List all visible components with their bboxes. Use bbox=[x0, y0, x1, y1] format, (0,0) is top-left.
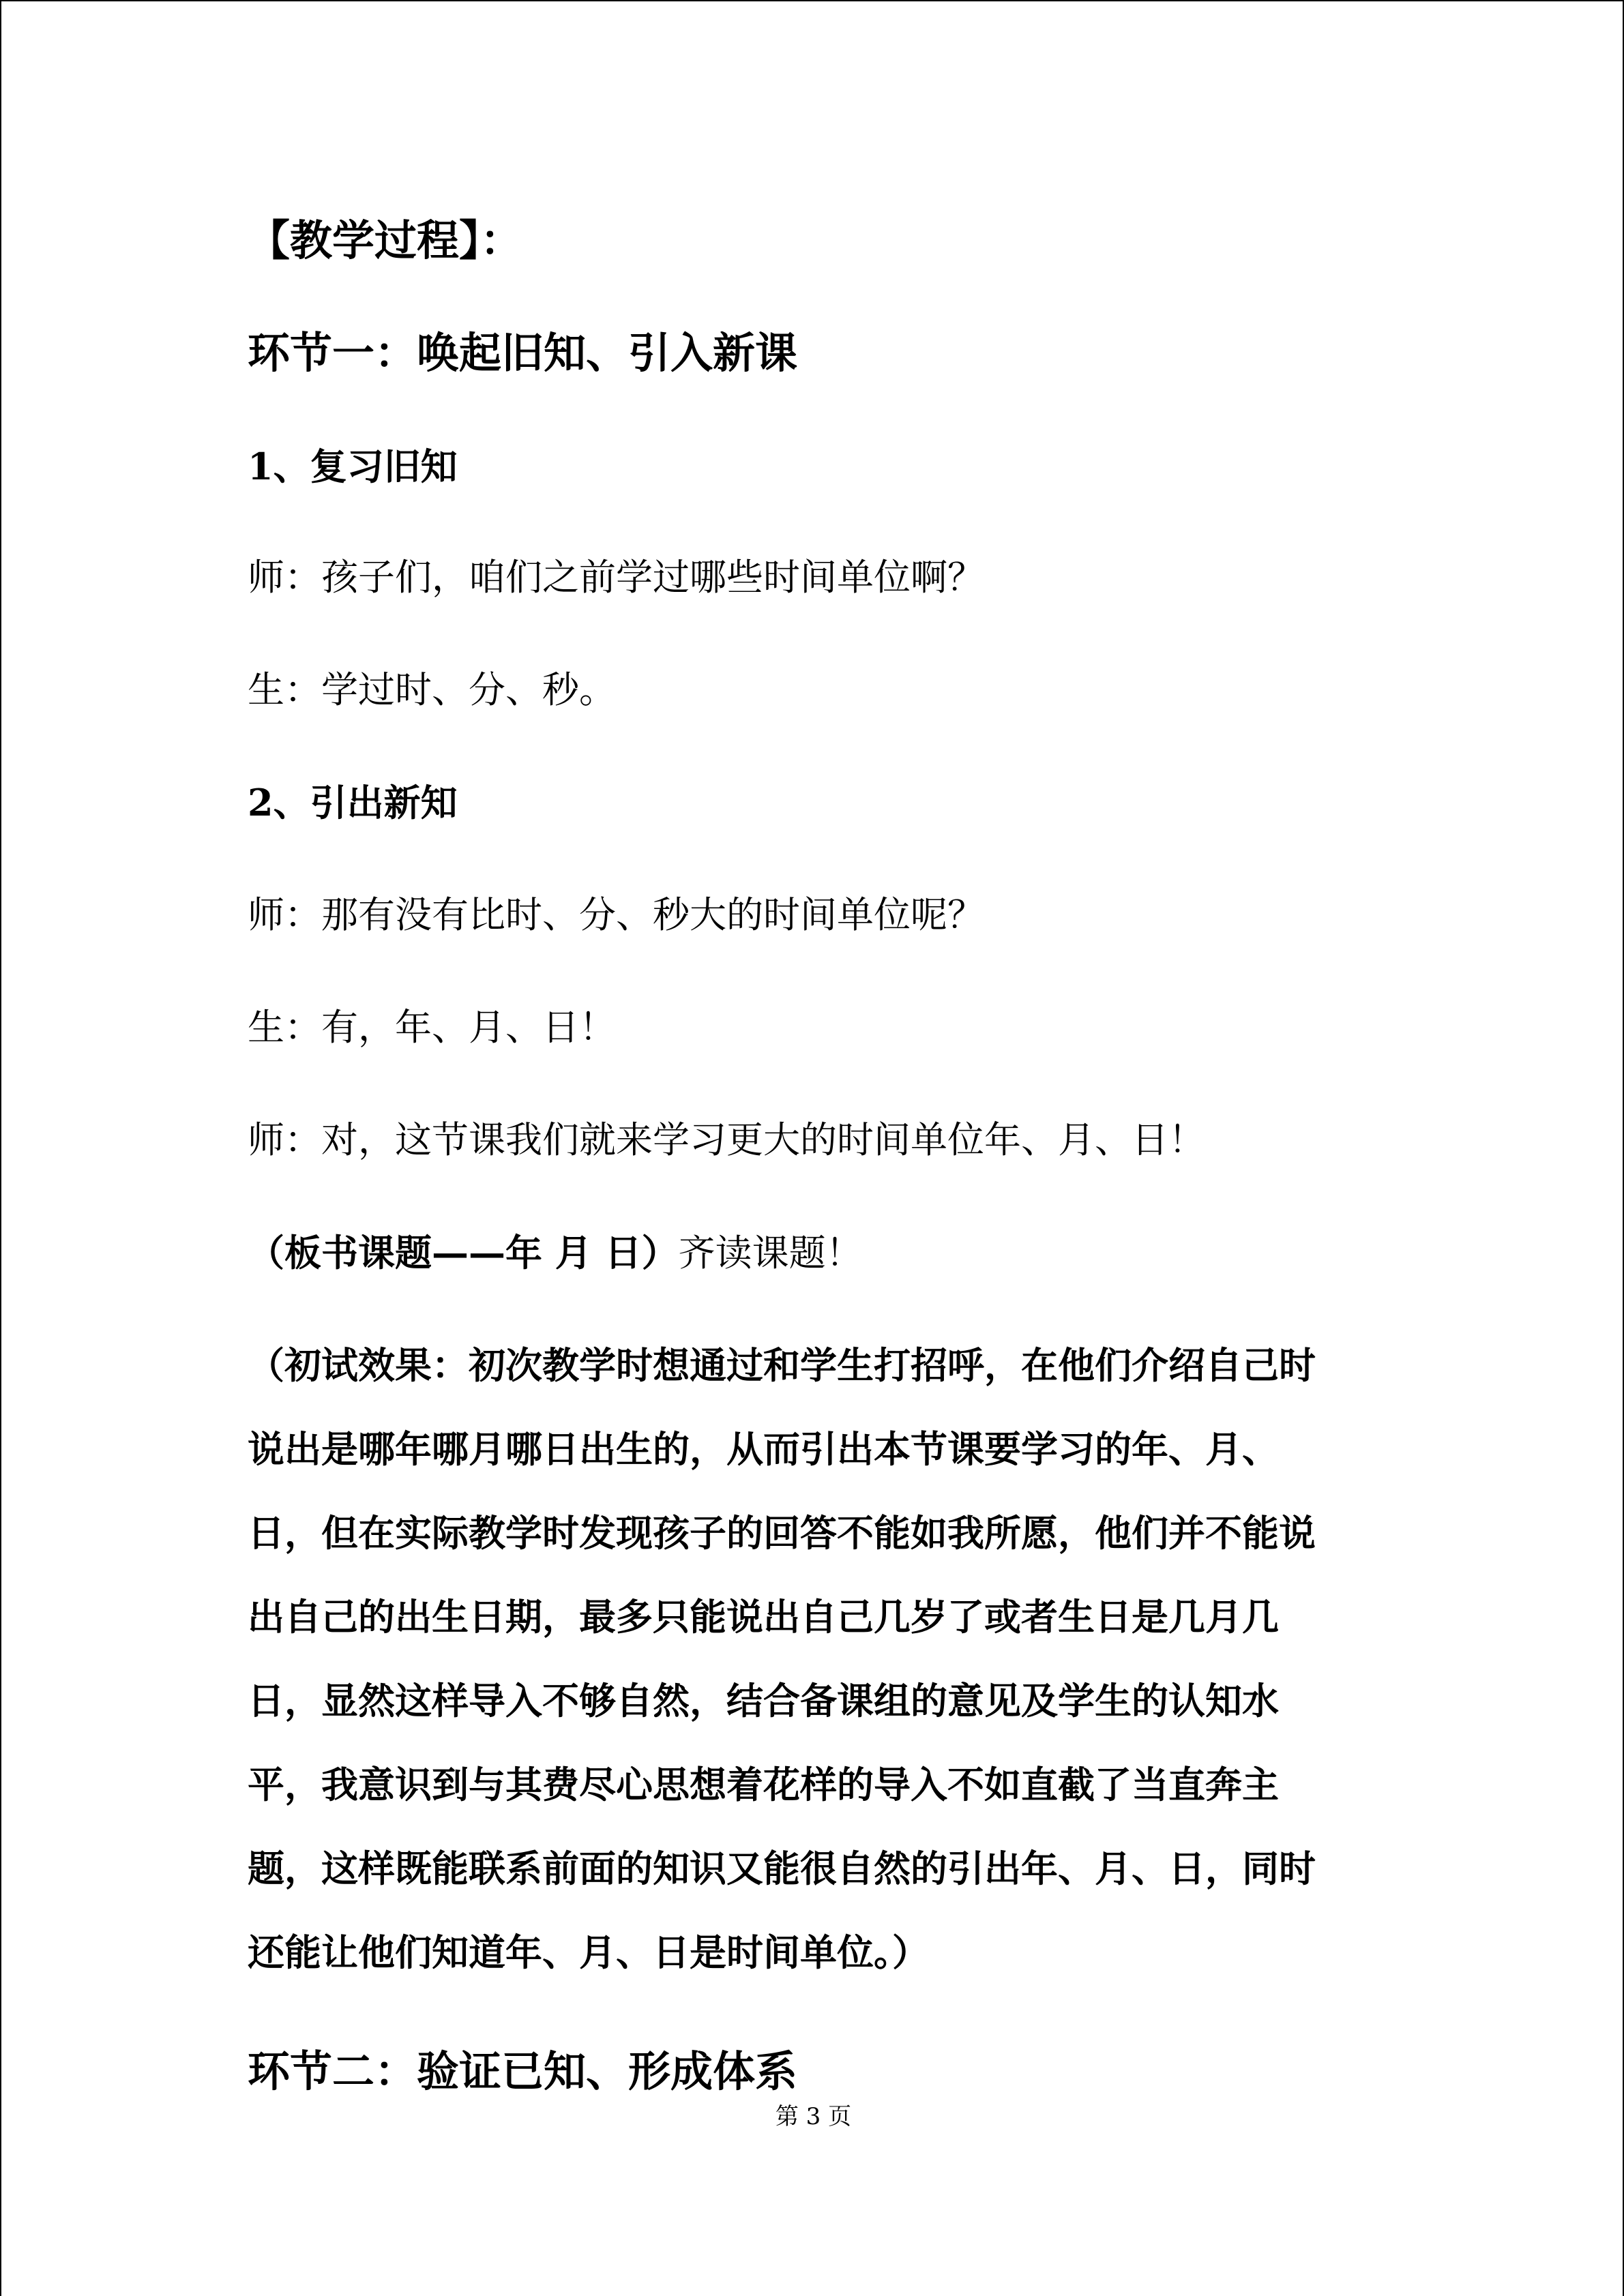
note-line: 题，这样既能联系前面的知识又能很自然的引出年、月、日，同时 bbox=[248, 1847, 1316, 1890]
note-line: 日，但在实际教学时发现孩子的回答不能如我所愿，他们并不能说 bbox=[248, 1511, 1316, 1555]
section-heading-1: 环节一：唤起旧知、引入新课 bbox=[248, 328, 798, 378]
note-line: 还能让他们知道年、月、日是时间单位。） bbox=[248, 1930, 929, 1974]
section-heading-2: 环节二：验证已知、形成体系 bbox=[248, 2046, 798, 2096]
board-title-rest: 齐读课题！ bbox=[678, 1232, 863, 1274]
subheading-review: 1、复习旧知 bbox=[248, 445, 458, 488]
paragraph-teacher-question-1: 师：孩子们，咱们之前学过哪些时间单位啊？ bbox=[248, 556, 984, 599]
subheading-new-knowledge: 2、引出新知 bbox=[248, 781, 458, 824]
note-line: （初试效果：初次教学时想通过和学生打招呼，在他们介绍自己时 bbox=[248, 1343, 1316, 1387]
page-number: 第 3 页 bbox=[775, 2103, 852, 2130]
paragraph-student-answer-2: 生：有，年、月、日！ bbox=[248, 1006, 616, 1049]
document-title: 【教学过程】： bbox=[248, 215, 523, 265]
paragraph-teacher-statement: 师：对，这节课我们就来学习更大的时间单位年、月、日！ bbox=[248, 1118, 1205, 1161]
note-line: 平，我意识到与其费尽心思想着花样的导入不如直截了当直奔主 bbox=[248, 1763, 1279, 1806]
paragraph-board-title bbox=[248, 1231, 863, 1274]
note-line: 说出是哪年哪月哪日出生的，从而引出本节课要学习的年、月、 bbox=[248, 1427, 1279, 1471]
note-line: 日，显然这样导入不够自然，结合备课组的意见及学生的认知水 bbox=[248, 1679, 1279, 1723]
paragraph-student-answer-1: 生：学过时、分、秒。 bbox=[248, 668, 616, 711]
board-title-bold: （板书课题——年 月 日） bbox=[248, 1231, 679, 1274]
paragraph-teacher-question-2: 师：那有没有比时、分、秒大的时间单位呢？ bbox=[248, 893, 984, 936]
note-line: 出自己的出生日期，最多只能说出自己几岁了或者生日是几月几 bbox=[248, 1595, 1279, 1639]
